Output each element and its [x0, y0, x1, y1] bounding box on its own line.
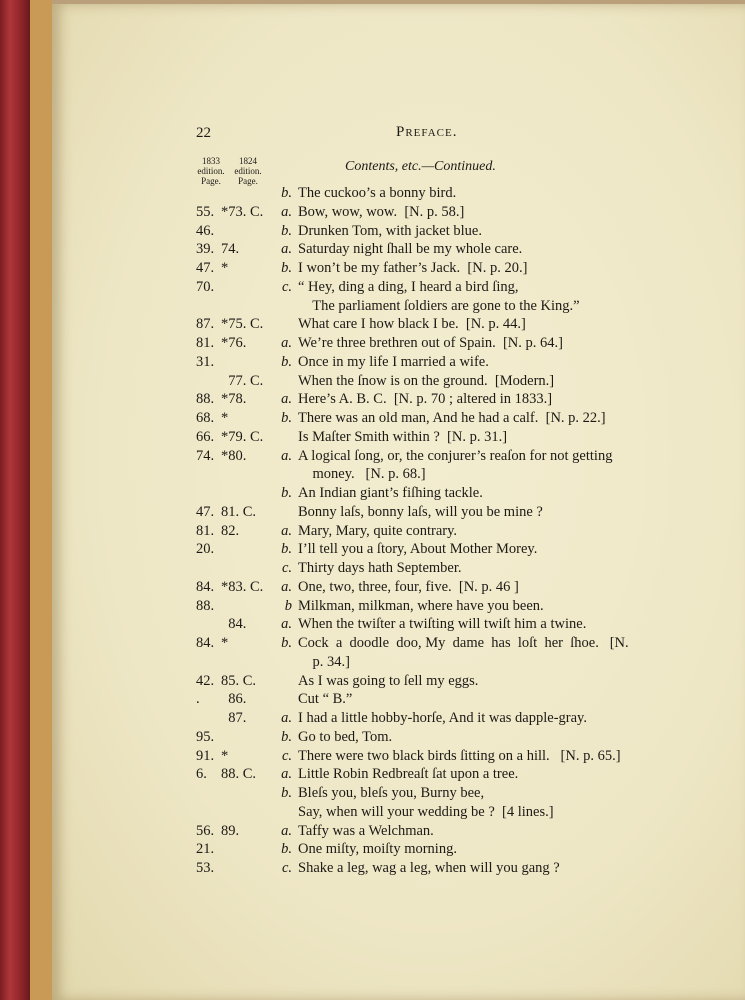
- edition-1833-page: 66.: [196, 428, 215, 445]
- entry-letter: b.: [281, 728, 292, 745]
- entry-letter: a.: [281, 447, 292, 464]
- entry-title: Is Maſter Smith within ? [N. p. 31.]: [298, 428, 508, 445]
- entry-letter: a.: [281, 203, 292, 220]
- edition-1824-page: *83. C.: [221, 578, 264, 595]
- entry-title: I won’t be my father’s Jack. [N. p. 20.]: [298, 260, 528, 276]
- edition-1833-page: 81.: [196, 335, 215, 351]
- edition-1833-page: 95.: [196, 728, 215, 745]
- entry-letter: c.: [281, 860, 292, 876]
- entry-letter: b.: [281, 260, 292, 276]
- entry-letter: c.: [281, 278, 292, 295]
- edition-1833-page: 6.: [196, 766, 207, 783]
- edition-1833-page: 21.: [196, 841, 215, 858]
- entry-title: “ Hey, ding a ding, I heard a bird ſing,: [298, 278, 519, 295]
- entry-title: Say, when will your wedding be ? [4 lines.]: [298, 803, 554, 820]
- entry-title: There were two black birds ſitting on a hill. [N. p. 65.]: [298, 747, 621, 764]
- edition-1824-page: *75. C.: [221, 316, 264, 333]
- page-number: 22: [196, 125, 211, 141]
- edition-1833-page: 84.: [196, 578, 215, 595]
- entry-letter: b.: [281, 485, 292, 501]
- entry-letter: a.: [281, 391, 292, 408]
- entry-title: Saturday night ſhall be my whole care.: [298, 241, 523, 258]
- edition-1824-page: 82.: [221, 522, 240, 539]
- entry-title: One, two, three, four, five. [N. p. 46 ]: [298, 578, 519, 595]
- entry-title: Bleſs you, bleſs you, Burny bee,: [298, 785, 485, 801]
- entry-title: There was an old man, And he had a calf. [N. p. 22.]: [298, 410, 606, 426]
- edition-1824-page: 89.: [221, 822, 240, 839]
- edition-1824-page: *: [221, 260, 229, 276]
- edition-1833-page: 68.: [196, 410, 215, 426]
- edition-1833-page: 74.: [196, 447, 215, 464]
- edition-1833-page: 31.: [196, 353, 215, 370]
- edition-1824-page: 88. C.: [221, 766, 257, 783]
- entry-title: Cock a doodle doo, My dame has loſt her ſhoe. [N.: [298, 635, 629, 651]
- edition-1833-page: 55.: [196, 203, 215, 220]
- edition-1824-page: *73. C.: [221, 203, 264, 220]
- entry-title: Shake a leg, wag a leg, when will you gang ?: [298, 860, 560, 876]
- entry-title: Bow, wow, wow. [N. p. 58.]: [298, 203, 465, 220]
- edition-1833-page: 87.: [196, 316, 215, 333]
- edition-1833-page: 46.: [196, 222, 215, 239]
- entry-title: Drunken Tom, with jacket blue.: [298, 222, 482, 239]
- edition-1824-page: 86.: [221, 691, 247, 708]
- column-head-1833: 1833 edition. Page.: [197, 156, 225, 186]
- edition-1824-page: 81. C.: [221, 503, 257, 520]
- entry-letter: b.: [281, 785, 292, 801]
- edition-1833-page: 56.: [196, 822, 215, 839]
- entry-title: A logical ſong, or, the conjurer’s reaſon for not getting: [298, 447, 613, 464]
- entry-letter: b.: [281, 841, 292, 858]
- edition-1833-page: 53.: [196, 860, 215, 876]
- edition-1833-page: 20.: [196, 541, 215, 558]
- entry-letter: b.: [281, 635, 292, 651]
- entry-title: We’re three brethren out of Spain. [N. p. 64.]: [298, 335, 563, 351]
- edition-1824-page: *: [221, 410, 229, 426]
- entry-title: I’ll tell you a ſtory, About Mother Morey.: [298, 541, 538, 558]
- entry-title: Milkman, milkman, where have you been.: [298, 597, 544, 614]
- edition-1833-page: 70.: [196, 278, 215, 295]
- edition-1824-page: 74.: [221, 241, 240, 258]
- edition-1824-page: *80.: [221, 447, 247, 464]
- edition-1833-page: 47.: [196, 503, 215, 520]
- entry-letter: a.: [281, 766, 292, 783]
- entry-letter: a.: [281, 335, 292, 351]
- entry-title: Go to bed, Tom.: [298, 728, 393, 745]
- entry-letter: a.: [281, 578, 292, 595]
- entry-letter: a.: [281, 241, 292, 258]
- edition-1833-page: 88.: [196, 597, 215, 614]
- entry-title: When the ſnow is on the ground. [Modern.]: [298, 372, 555, 389]
- entry-letter: b.: [281, 410, 292, 426]
- edition-1833-page: 47.: [196, 260, 215, 276]
- edition-1824-page: 77. C.: [221, 372, 264, 389]
- edition-1824-page: 84.: [221, 616, 247, 633]
- edition-1833-page: 39.: [196, 241, 215, 258]
- entry-letter: b.: [281, 222, 292, 239]
- edition-1833-page: 81.: [196, 522, 215, 539]
- entry-title: money. [N. p. 68.]: [298, 466, 426, 483]
- entry-title: As I was going to ſell my eggs.: [298, 672, 479, 689]
- entry-title: p. 34.]: [298, 653, 350, 670]
- entry-letter: c.: [281, 747, 292, 764]
- entry-title: Little Robin Redbreaſt ſat upon a tree.: [298, 766, 519, 783]
- edition-1824-page: *: [221, 635, 229, 651]
- contents-subheading: Contents, etc.—Continued.: [345, 159, 496, 174]
- entry-letter: a.: [281, 616, 292, 633]
- entry-letter: b: [284, 597, 292, 614]
- edition-1824-page: 85. C.: [221, 672, 257, 689]
- entry-title: An Indian giant’s fiſhing tackle.: [298, 485, 483, 501]
- entry-letter: a.: [281, 710, 292, 726]
- running-head: Preface.: [396, 124, 458, 140]
- entry-letter: b.: [281, 353, 292, 370]
- edition-1833-page: .: [196, 691, 200, 708]
- entry-title: Once in my life I married a wife.: [298, 353, 489, 370]
- entry-title: Cut “ B.”: [298, 691, 353, 708]
- edition-1824-page: *78.: [221, 391, 247, 408]
- edition-1824-page: 87.: [221, 710, 247, 726]
- entry-title: Thirty days hath September.: [298, 560, 462, 576]
- edition-1833-page: 88.: [196, 391, 215, 408]
- entry-title: What care I how black I be. [N. p. 44.]: [298, 316, 526, 333]
- entry-letter: b.: [281, 185, 292, 201]
- entry-letter: a.: [281, 522, 292, 539]
- column-head-1824: 1824 edition. Page.: [234, 156, 262, 186]
- entry-letter: a.: [281, 822, 292, 839]
- entry-title: One miſty, moiſty morning.: [298, 841, 457, 858]
- edition-1833-page: 91.: [196, 747, 215, 764]
- edition-1824-page: *76.: [221, 335, 247, 351]
- entry-title: The cuckoo’s a bonny bird.: [298, 185, 457, 201]
- entry-title: Here’s A. B. C. [N. p. 70 ; altered in 1833.]: [298, 391, 553, 408]
- edition-1833-page: 84.: [196, 635, 215, 651]
- entry-title: Mary, Mary, quite contrary.: [298, 522, 458, 539]
- entry-title: Taffy was a Welchman.: [298, 822, 434, 839]
- entry-letter: c.: [281, 560, 292, 576]
- entry-title: When the twiſter a twiſting will twiſt him a twine.: [298, 616, 587, 633]
- edition-1824-page: *79. C.: [221, 428, 264, 445]
- entry-letter: b.: [281, 541, 292, 558]
- entry-title: I had a little hobby-horſe, And it was dapple-gray.: [298, 710, 587, 726]
- entry-title: Bonny laſs, bonny laſs, will you be mine ?: [298, 503, 543, 520]
- edition-1833-page: 42.: [196, 672, 215, 689]
- edition-1824-page: *: [221, 747, 229, 764]
- entry-title: The parliament ſoldiers are gone to the King.”: [298, 297, 580, 314]
